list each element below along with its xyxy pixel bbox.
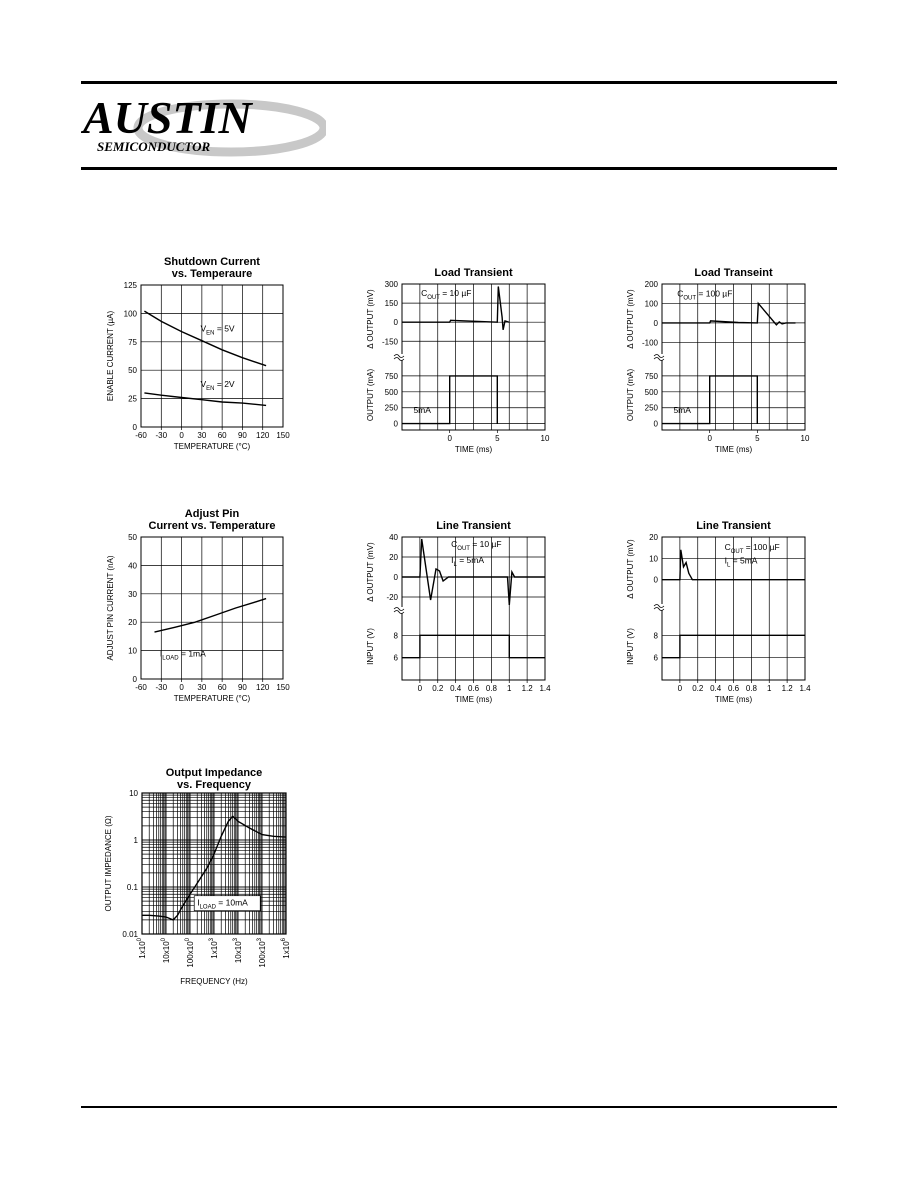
y-axis-label: ENABLE CURRENT (µA) (106, 310, 115, 402)
label-part: 6 (281, 938, 287, 942)
y-tick-label: 0 (132, 675, 137, 684)
y-tick-label: 0.1 (126, 883, 138, 892)
chart-load-transient-100uf (620, 264, 820, 456)
x-tick-label: 0 (707, 434, 712, 443)
label-part: I (451, 555, 454, 565)
x-tick-label: 1.2 (521, 684, 533, 693)
x-tick-label: 5 (495, 434, 500, 443)
x-axis-label: FREQUENCY (Hz) (180, 977, 248, 986)
chart-title: Current vs. Temperature (148, 520, 276, 532)
chart-title: Load Transient (434, 267, 513, 279)
y-axis-label: ADJUST PIN CURRENT (nA) (106, 555, 115, 661)
x-tick-label: 0.2 (692, 684, 704, 693)
x-tick-label: 0.8 (745, 684, 757, 693)
label-part: 1x10 (282, 941, 291, 959)
x-tick-label: 1 (507, 684, 512, 693)
y-tick-label: 125 (123, 281, 137, 290)
y-axis-label: OUTPUT (mA) (626, 368, 635, 422)
x-tick-label: 0.6 (727, 684, 740, 693)
chart-line-transient-10uf (360, 517, 560, 707)
x-axis-label: TIME (ms) (714, 445, 753, 454)
label-part: 10x10 (162, 941, 171, 964)
x-tick-label: 0 (417, 684, 423, 693)
x-tick-label (137, 937, 147, 958)
y-tick-label: 500 (644, 387, 658, 397)
x-tick-label: 0.2 (432, 684, 444, 693)
y-tick-label: 0 (653, 575, 658, 585)
x-tick-label: 90 (237, 431, 247, 440)
y-tick-label: 10 (129, 789, 138, 798)
chart-title: vs. Temperaure (171, 268, 253, 280)
label-part: 100x10 (186, 941, 195, 968)
annotation (413, 405, 431, 415)
chart-output-impedance (100, 764, 300, 994)
y-axis-label: OUTPUT IMPEDANCE (Ω) (104, 815, 113, 912)
x-tick-label: 0 (677, 684, 683, 693)
y-tick-label: 100 (644, 299, 658, 309)
y-tick-label: -150 (381, 337, 398, 347)
x-tick-label: 150 (276, 431, 290, 440)
label-part: = 100 µF (743, 541, 780, 552)
x-tick-label: 120 (256, 431, 270, 440)
chart-line-transient-100uf (620, 517, 820, 707)
chart-title: Load Transeint (694, 267, 773, 279)
label-part: = 2V (214, 379, 235, 390)
label-part: 0 (185, 938, 191, 942)
y-axis-label: Δ OUTPUT (mV) (366, 542, 375, 602)
x-tick-label: 1 (767, 684, 772, 693)
x-tick-label (257, 937, 267, 967)
label-part: 10x10 (234, 941, 243, 964)
x-axis-label: TIME (ms) (454, 695, 493, 704)
label-part: V (200, 379, 207, 390)
y-tick-label: 0 (653, 419, 658, 429)
y-tick-label: 20 (389, 553, 398, 562)
label-part: = 5V (214, 323, 235, 334)
label-part: OUT (427, 295, 440, 302)
x-tick-label: 10 (540, 434, 550, 443)
y-tick-label: 6 (393, 653, 398, 663)
label-part: = 100 µF (696, 288, 733, 299)
x-tick-label: 0 (447, 434, 452, 443)
label-part: 5mA (413, 404, 431, 415)
x-axis-label: TIME (ms) (714, 695, 753, 704)
y-tick-label: 0.01 (122, 930, 138, 939)
x-tick-label: 1.4 (799, 684, 811, 693)
annotation (673, 405, 691, 415)
label-part: I (724, 555, 727, 566)
y-tick-label: 40 (389, 533, 398, 542)
header-top-rule (81, 81, 837, 84)
label-part: 100x10 (258, 941, 267, 968)
label-part: 1x10 (138, 941, 147, 959)
x-tick-label: 1.4 (539, 684, 551, 693)
y-tick-label: 8 (393, 631, 398, 641)
y-tick-label: 0 (132, 423, 137, 432)
label-part: 1x10 (210, 941, 219, 959)
x-tick-label: 30 (197, 683, 207, 692)
y-tick-label: 0 (393, 318, 398, 328)
label-part: 5mA (673, 404, 691, 415)
y-axis-label: OUTPUT (mA) (366, 368, 375, 422)
x-tick-label: -60 (135, 683, 147, 692)
label-part: 3 (257, 938, 263, 942)
label-part: OUT (457, 546, 470, 552)
label-part: EN (206, 386, 215, 393)
x-tick-label (281, 937, 291, 958)
chart-load-transient-10uf (360, 264, 560, 456)
y-axis-label: INPUT (V) (626, 628, 635, 665)
austin-semiconductor-logo (81, 86, 326, 164)
label-part: C (451, 539, 458, 549)
x-tick-label: 90 (237, 683, 247, 692)
x-tick-label: 10 (800, 434, 810, 443)
label-part: C (421, 288, 428, 299)
label-part: L (726, 562, 731, 569)
x-axis-label: TIME (ms) (454, 445, 493, 454)
x-tick-label: 0.8 (485, 684, 497, 693)
x-tick-label: 30 (197, 431, 207, 440)
x-tick-label: 1.2 (781, 684, 793, 693)
x-tick-label (161, 937, 171, 963)
x-tick-label: -30 (155, 431, 168, 440)
y-tick-label: -20 (386, 593, 398, 602)
x-tick-label: 120 (256, 683, 270, 692)
y-tick-label: 10 (128, 646, 137, 656)
label-part: = 5mA (730, 555, 758, 566)
label-part: 3 (209, 938, 215, 942)
y-tick-label: 0 (393, 573, 398, 582)
y-tick-label: 250 (644, 403, 658, 413)
x-tick-label: 0.6 (467, 684, 480, 693)
y-axis-label: Δ OUTPUT (mV) (626, 289, 635, 349)
label-part: = 10 µF (469, 539, 502, 549)
x-tick-label (185, 937, 195, 967)
label-part: = 1mA (178, 648, 206, 659)
y-tick-label: 30 (128, 589, 137, 599)
y-tick-label: 500 (384, 387, 398, 397)
label-part: EN (206, 330, 215, 337)
label-part: = 10 µF (439, 288, 472, 299)
y-tick-label: 75 (128, 337, 137, 347)
label-part: LOAD (162, 655, 179, 662)
chart-title: Shutdown Current (164, 256, 260, 268)
x-tick-label: -60 (135, 431, 147, 440)
x-tick-label: 0 (179, 431, 184, 440)
label-part: 0 (137, 938, 143, 942)
label-part: L (453, 562, 457, 568)
x-tick-label: 150 (276, 683, 290, 692)
x-tick-label: 60 (217, 683, 227, 692)
x-tick-label: 0.4 (710, 684, 722, 693)
label-part: OUT (683, 295, 697, 302)
chart-adjust-pin-current (100, 508, 300, 708)
chart-shutdown-current (100, 256, 300, 456)
label-part: LOAD (199, 904, 216, 911)
y-tick-label: 250 (384, 403, 398, 413)
chart-title: Line Transient (436, 520, 511, 532)
x-tick-label: -30 (155, 683, 168, 692)
label-part: C (724, 541, 731, 552)
x-tick-label: 0.4 (450, 684, 462, 693)
header-bottom-rule (81, 167, 837, 170)
x-axis-label: TEMPERATURE (°C) (173, 694, 251, 703)
y-axis-label: Δ OUTPUT (mV) (366, 289, 375, 349)
x-tick-label: 60 (217, 431, 227, 440)
x-tick-label (233, 937, 243, 963)
label-part: 0 (161, 938, 167, 942)
label-part: I (159, 648, 163, 659)
x-tick-label: 0 (179, 683, 184, 692)
y-tick-label: 40 (128, 561, 137, 571)
plot-frame (141, 285, 283, 427)
y-tick-label: 20 (649, 533, 658, 542)
chart-title: vs. Frequency (177, 779, 251, 791)
y-tick-label: 50 (128, 533, 137, 542)
y-axis-label: INPUT (V) (366, 628, 375, 665)
label-part: OUT (730, 548, 744, 555)
label-part: 3 (233, 938, 239, 942)
y-tick-label: 0 (653, 318, 658, 328)
y-tick-label: -100 (641, 338, 658, 348)
chart-title: Output Impedance (165, 767, 263, 779)
label-part: V (200, 323, 207, 334)
logo-brand: AUSTIN (83, 92, 252, 143)
chart-title: Adjust Pin (184, 508, 240, 520)
y-tick-label: 300 (384, 280, 398, 289)
y-tick-label: 8 (653, 631, 658, 641)
label-part: = 10mA (215, 897, 248, 908)
y-tick-label: 20 (128, 618, 137, 628)
y-tick-label: 25 (128, 394, 137, 404)
y-axis-label: Δ OUTPUT (mV) (626, 539, 635, 599)
y-tick-label: 50 (128, 366, 137, 376)
label-part: = 5mA (456, 555, 485, 565)
y-tick-label: 100 (123, 309, 137, 319)
y-tick-label: 750 (644, 371, 658, 381)
y-tick-label: 200 (644, 280, 658, 289)
x-axis-label: TEMPERATURE (°C) (173, 442, 251, 451)
x-tick-label: 5 (755, 434, 760, 443)
y-tick-label: 6 (653, 653, 658, 663)
y-tick-label: 10 (649, 554, 658, 564)
chart-title: Line Transient (696, 520, 771, 532)
y-tick-label: 0 (393, 419, 398, 429)
label-part: I (197, 897, 200, 908)
label-part: C (677, 288, 684, 299)
x-tick-label (209, 937, 219, 958)
footer-rule (81, 1106, 837, 1108)
y-tick-label: 1 (133, 836, 138, 845)
logo-brand-sub: SEMICONDUCTOR (97, 139, 211, 154)
y-tick-label: 750 (384, 371, 398, 381)
y-tick-label: 150 (384, 299, 398, 309)
